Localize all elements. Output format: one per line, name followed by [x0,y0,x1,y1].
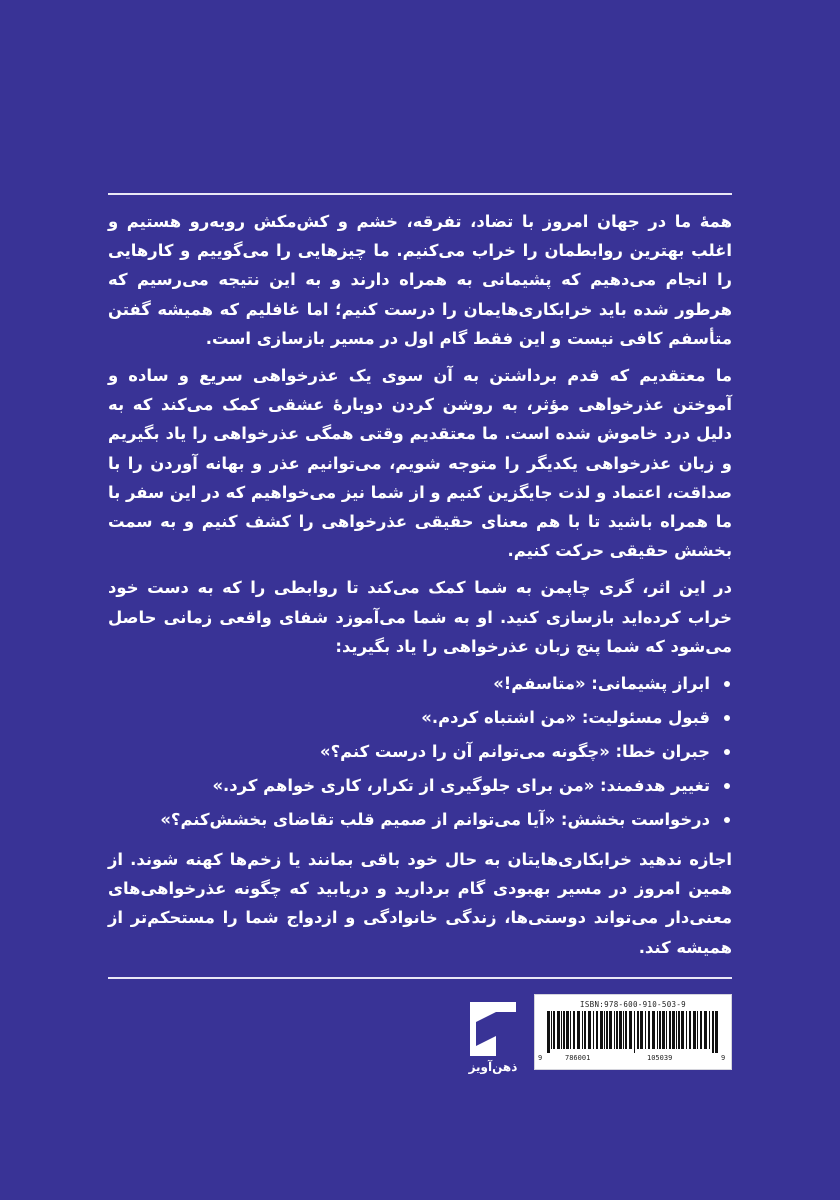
barcode-bar [648,1011,650,1049]
list-item: درخواست بخشش: «آیا می‌توانم از صمیم قلب تقاضای بخشش‌کنم؟» [108,803,710,837]
barcode-bar [681,1011,684,1049]
barcode-label [534,994,732,1070]
barcode-bar [659,1011,661,1049]
barcode-bar [577,1011,580,1049]
list-item: تغییر هدفمند: «من برای جلوگیری از تکرار، کاری خواهم کرد.» [108,769,710,803]
barcode-digit-first: 9 [538,1054,543,1062]
back-cover-text [108,207,732,962]
barcode-bar [561,1011,562,1049]
barcode-bar [709,1011,710,1049]
barcode-bar [606,1011,608,1049]
barcode-bars [547,1011,719,1053]
barcode-bar [609,1011,612,1049]
barcode-bar [645,1011,646,1049]
bottom-divider [108,977,732,979]
barcode-bar [547,1011,550,1053]
barcode-bar [566,1011,569,1049]
barcode-bar [596,1011,598,1049]
barcode-bar [697,1011,698,1049]
barcode-bar [563,1011,565,1049]
paragraph-intro: همهٔ ما در جهان امروز با تضاد، تفرقه، خشم و کش‌مکش روبه‌رو هستیم و اغلب بهترین روابطمان را خراب می‌کنیم. ما چیزهایی را می‌گوییم و کارهایی را انجام می‌دهیم که پشیمانی به همراه دارند و به این نتیجه می‌رسیم که هرطور شده باید خرابکاری‌هایمان را درست کنیم؛ اما غافلیم که همیشه گفتن متأسفم کافی نیست و این فقط گام اول در مسیر بازسازی است. [108,212,732,348]
barcode-bar [700,1011,702,1049]
barcode-bar [666,1011,667,1049]
isbn-text: ISBN:978-600-910-503-9 [580,1000,686,1009]
barcode-bar [593,1011,594,1049]
list-item: ابراز پشیمانی: «متاسفم!» [108,667,710,701]
barcode-bar [623,1011,624,1049]
barcode-bar [557,1011,560,1049]
barcode-bar [669,1011,671,1049]
paragraph-book: در این اثر، گری چاپمن به شما کمک می‌کند تا روابطی را که به دست خود خراب کرده‌اید بازسازی کنید. او به شما می‌آموزد شفای واقعی زمانی حاصل می‌شود که شما پنج زبان عذرخواهی را یاد بگیرید: [108,578,732,656]
barcode-digit-last: 9 [721,1054,726,1062]
publisher-logo-icon [462,998,524,1060]
publisher-name: ذهن‌آویز [468,1060,518,1074]
barcode-bar [551,1011,552,1049]
barcode-bar [604,1011,605,1049]
barcode-bar [662,1011,665,1049]
barcode-bar [686,1011,687,1049]
barcode-bar [573,1011,575,1049]
barcode-bar [625,1011,627,1049]
barcode-bar [619,1011,622,1049]
barcode-bar [588,1011,591,1049]
publisher-logo [462,998,524,1078]
barcode-bar [652,1011,655,1049]
barcode-bar [584,1011,586,1049]
barcode-bar [657,1011,658,1049]
paragraph-belief: ما معتقدیم که قدم برداشتن به آن سوی یک عذرخواهی سریع و ساده و آموختن عذرخواهی مؤثر، به روشن کردن دوبارهٔ عشقی کمک می‌کند که به دلیل درد خاموش شده است. ما معتقدیم وقتی همگی عذرخواهی را یاد بگیریم و زبان عذرخواهی یکدیگر را متوجه شویم، می‌توانیم عذر و بهانه آوردن را با صداقت، اعتماد و لذت جایگزین کنیم و از شما نیز می‌خواهیم که در این سفر با ما همراه باشید تا با هم معنای حقیقی عذرخواهی را کشف کنیم و به سمت بخشش حقیقی حرکت کنیم. [108,366,732,561]
barcode-bar [637,1011,639,1049]
top-divider [108,193,732,195]
barcode-bar [689,1011,691,1049]
barcode-bar [634,1011,635,1053]
barcode-bar [600,1011,603,1049]
barcode-bar [678,1011,680,1049]
list-item: جبران خطا: «چگونه می‌توانم آن را درست کنم؟» [108,735,710,769]
barcode-bar [629,1011,632,1049]
paragraph-closing: اجازه ندهید خرابکاری‌هایتان به حال خود باقی بمانند یا زخم‌ها کهنه شوند. از همین امروز در مسیر بهبودی گام بردارید و دریابید که چگونه عذرخواهی‌های معنی‌دار می‌تواند دوستی‌ها، زندگی خانوادگی و ازدواج شما را مستحکم‌تر از همیشه کند. [108,850,732,957]
barcode-bar [704,1011,707,1049]
barcode-bar [616,1011,618,1049]
barcode-digits-left: 786001 [565,1054,591,1062]
barcode-digits-right: 105039 [647,1054,673,1062]
barcode-bar [712,1011,714,1053]
barcode-bar [614,1011,615,1049]
apology-languages-list [108,667,732,837]
barcode-bar [715,1011,718,1053]
barcode-bar [570,1011,571,1049]
barcode-bar [640,1011,643,1049]
list-item: قبول مسئولیت: «من اشتباه کردم.» [108,701,710,735]
barcode-bar [693,1011,696,1049]
barcode-bar [676,1011,677,1049]
barcode-bar [582,1011,583,1049]
barcode-bar [553,1011,555,1049]
barcode-bar [672,1011,675,1049]
